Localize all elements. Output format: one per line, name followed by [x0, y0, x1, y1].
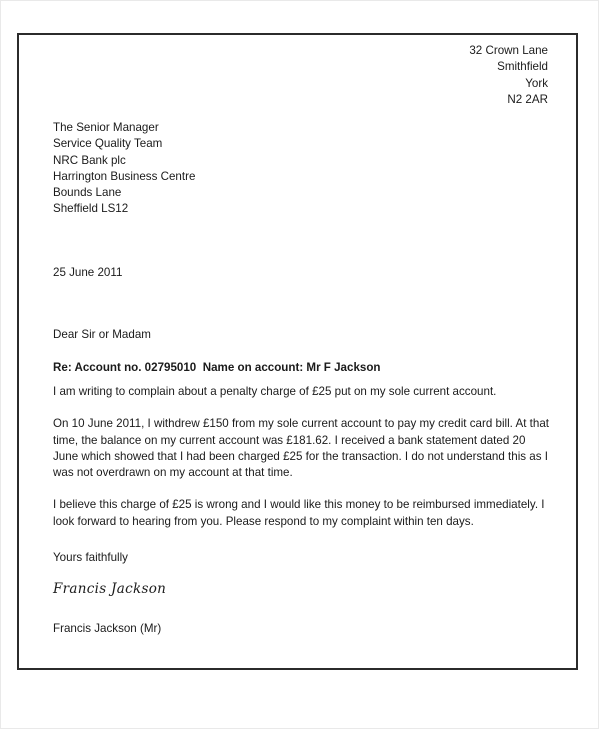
recipient-address-line-3: NRC Bank plc [53, 153, 126, 167]
sender-address-postcode: N2 2AR [507, 92, 548, 106]
recipient-address-line-6: Sheffield LS12 [53, 202, 129, 216]
sender-address-block [469, 43, 548, 108]
salutation: Dear Sir or Madam [53, 328, 151, 341]
body-paragraph-2: On 10 June 2011, I withdrew £150 from my sole current account to pay my credit card bill. At that time, the balance on my current account was £181.62. I received a bank statement dated 20 June which showed that I had been charged £25 for the transaction. I do not understand this as I was not overdrawn on my account at that time. [53, 417, 549, 480]
sender-address-line-1: 32 Crown Lane [469, 44, 548, 57]
sender-address-line-2: Smithfield [497, 60, 548, 74]
printed-signature-name: Francis Jackson (Mr) [53, 622, 162, 635]
recipient-address-line-4: Harrington Business Centre [53, 169, 196, 183]
recipient-address-line-1: The Senior Manager [53, 121, 159, 134]
recipient-address-line-5: Bounds Lane [53, 186, 122, 200]
body-paragraph-3: I believe this charge of £25 is wrong and I would like this money to be reimbursed immediately. I look forward to hearing from you. Please respond to my complaint within ten days. [53, 498, 545, 528]
closing-salutation: Yours faithfully [53, 551, 128, 564]
body-paragraph-1: I am writing to complain about a penalty charge of £25 put on my sole current account. [53, 385, 497, 398]
letter-date: 25 June 2011 [53, 266, 123, 279]
recipient-address-line-2: Service Quality Team [53, 137, 163, 151]
recipient-address-block [53, 120, 195, 218]
handwritten-signature: Francis Jackson [53, 581, 167, 597]
letter-page [17, 33, 578, 670]
sender-address-line-3: York [525, 76, 548, 90]
letter-body [53, 384, 553, 546]
subject-reference-line: Re: Account no. 02795010 Name on account: Mr F Jackson [53, 361, 381, 374]
letter-page-content [19, 35, 576, 668]
